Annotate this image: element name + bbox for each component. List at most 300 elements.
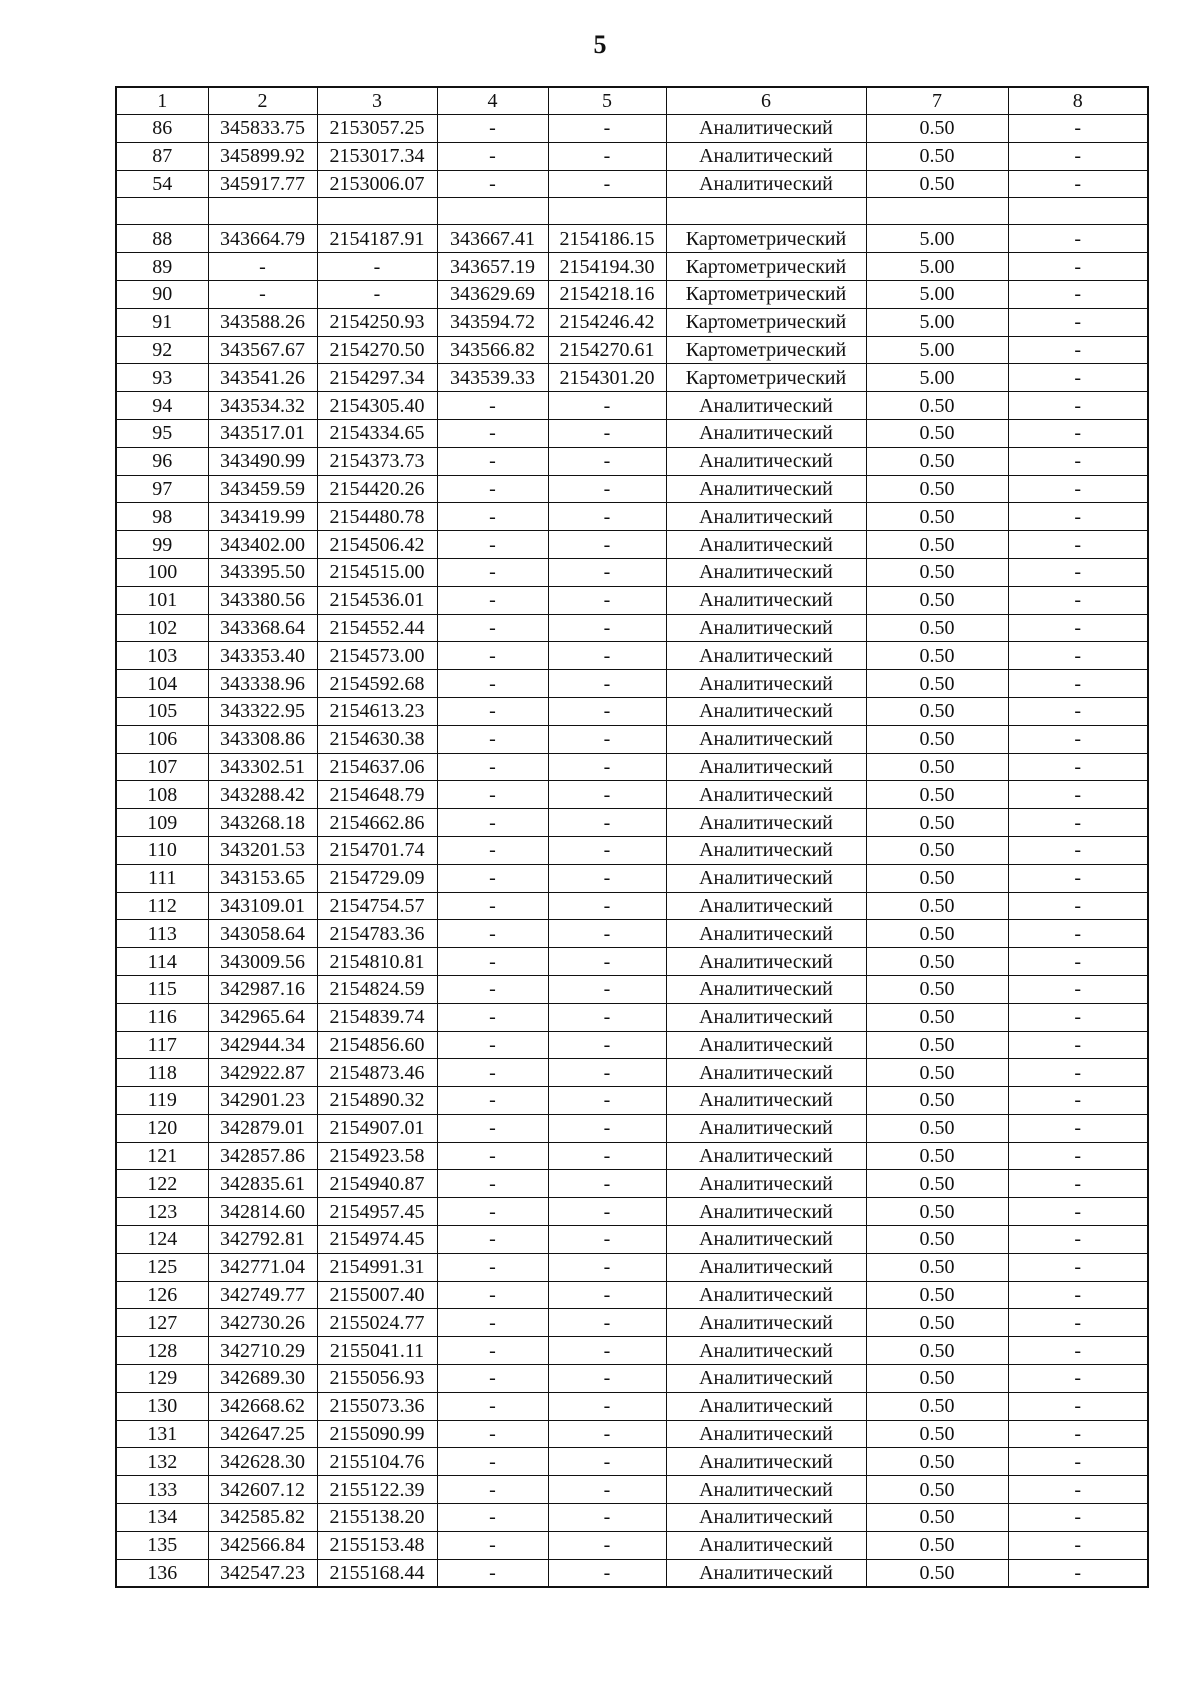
y-coordinate-cell: 2154648.79: [317, 781, 437, 809]
y-alt-coordinate-cell: -: [548, 892, 666, 920]
accuracy-cell: 0.50: [866, 503, 1008, 531]
note-cell: -: [1008, 1253, 1148, 1281]
x-coordinate-cell: 342566.84: [208, 1531, 317, 1559]
y-alt-coordinate-cell: -: [548, 1031, 666, 1059]
x-coordinate-cell: 342730.26: [208, 1309, 317, 1337]
note-cell: -: [1008, 1337, 1148, 1365]
x-alt-coordinate-cell: -: [437, 1365, 548, 1393]
method-cell: Аналитический: [666, 725, 866, 753]
x-alt-coordinate-cell: -: [437, 1309, 548, 1337]
y-coordinate-cell: 2154536.01: [317, 586, 437, 614]
note-cell: -: [1008, 809, 1148, 837]
accuracy-cell: 0.50: [866, 975, 1008, 1003]
y-coordinate-cell: 2154810.81: [317, 948, 437, 976]
accuracy-cell: 0.50: [866, 753, 1008, 781]
note-cell: -: [1008, 447, 1148, 475]
accuracy-cell: 0.50: [866, 809, 1008, 837]
y-alt-coordinate-cell: -: [548, 558, 666, 586]
point-number-cell: 123: [116, 1198, 208, 1226]
y-coordinate-cell: 2154940.87: [317, 1170, 437, 1198]
note-cell: -: [1008, 1059, 1148, 1087]
column-header: 7: [866, 87, 1008, 115]
x-coordinate-cell: 342835.61: [208, 1170, 317, 1198]
method-cell: Картометрический: [666, 253, 866, 281]
accuracy-cell: 0.50: [866, 475, 1008, 503]
y-alt-coordinate-cell: -: [548, 1504, 666, 1532]
y-coordinate-cell: 2154297.34: [317, 364, 437, 392]
accuracy-cell: 0.50: [866, 586, 1008, 614]
x-alt-coordinate-cell: -: [437, 1087, 548, 1115]
note-cell: -: [1008, 1142, 1148, 1170]
x-alt-coordinate-cell: -: [437, 1142, 548, 1170]
x-coordinate-cell: 342689.30: [208, 1365, 317, 1393]
y-alt-coordinate-cell: -: [548, 614, 666, 642]
x-coordinate-cell: 343153.65: [208, 864, 317, 892]
y-coordinate-cell: 2154187.91: [317, 225, 437, 253]
x-coordinate-cell: -: [208, 280, 317, 308]
method-cell: Аналитический: [666, 1198, 866, 1226]
accuracy-cell: 0.50: [866, 642, 1008, 670]
y-alt-coordinate-cell: -: [548, 920, 666, 948]
y-coordinate-cell: 2153057.25: [317, 115, 437, 143]
method-cell: Аналитический: [666, 1448, 866, 1476]
accuracy-cell: 0.50: [866, 1309, 1008, 1337]
y-coordinate-cell: 2154552.44: [317, 614, 437, 642]
table-row: [116, 280, 1148, 308]
y-coordinate-cell: 2154480.78: [317, 503, 437, 531]
x-coordinate-cell: 343353.40: [208, 642, 317, 670]
x-alt-coordinate-cell: -: [437, 531, 548, 559]
x-alt-coordinate-cell: -: [437, 975, 548, 1003]
x-alt-coordinate-cell: -: [437, 809, 548, 837]
point-number-cell: 103: [116, 642, 208, 670]
note-cell: -: [1008, 308, 1148, 336]
method-cell: Аналитический: [666, 1420, 866, 1448]
x-alt-coordinate-cell: -: [437, 642, 548, 670]
y-alt-coordinate-cell: -: [548, 836, 666, 864]
table-row: [116, 892, 1148, 920]
x-coordinate-cell: 342944.34: [208, 1031, 317, 1059]
table-row: [116, 170, 1148, 198]
y-coordinate-cell: 2155104.76: [317, 1448, 437, 1476]
accuracy-cell: 0.50: [866, 392, 1008, 420]
y-alt-coordinate-cell: -: [548, 1281, 666, 1309]
note-cell: -: [1008, 280, 1148, 308]
method-cell: Аналитический: [666, 1142, 866, 1170]
y-coordinate-cell: 2154957.45: [317, 1198, 437, 1226]
x-alt-coordinate-cell: -: [437, 1392, 548, 1420]
table-row: [116, 503, 1148, 531]
point-number-cell: 125: [116, 1253, 208, 1281]
y-alt-coordinate-cell: -: [548, 1392, 666, 1420]
x-coordinate-cell: 345917.77: [208, 170, 317, 198]
column-header: 4: [437, 87, 548, 115]
y-alt-coordinate-cell: -: [548, 1059, 666, 1087]
accuracy-cell: [866, 198, 1008, 225]
x-alt-coordinate-cell: -: [437, 586, 548, 614]
x-coordinate-cell: 342771.04: [208, 1253, 317, 1281]
x-alt-coordinate-cell: -: [437, 170, 548, 198]
method-cell: Аналитический: [666, 781, 866, 809]
point-number-cell: 89: [116, 253, 208, 281]
method-cell: Аналитический: [666, 864, 866, 892]
y-coordinate-cell: [317, 198, 437, 225]
x-alt-coordinate-cell: 343629.69: [437, 280, 548, 308]
point-number-cell: 92: [116, 336, 208, 364]
x-alt-coordinate-cell: -: [437, 948, 548, 976]
accuracy-cell: 0.50: [866, 948, 1008, 976]
y-alt-coordinate-cell: -: [548, 725, 666, 753]
x-alt-coordinate-cell: -: [437, 836, 548, 864]
y-alt-coordinate-cell: -: [548, 142, 666, 170]
y-coordinate-cell: 2154890.32: [317, 1087, 437, 1115]
method-cell: Аналитический: [666, 753, 866, 781]
accuracy-cell: 0.50: [866, 1031, 1008, 1059]
x-coordinate-cell: 343395.50: [208, 558, 317, 586]
y-alt-coordinate-cell: -: [548, 1337, 666, 1365]
y-alt-coordinate-cell: -: [548, 1142, 666, 1170]
method-cell: Аналитический: [666, 419, 866, 447]
y-coordinate-cell: 2154630.38: [317, 725, 437, 753]
x-alt-coordinate-cell: -: [437, 725, 548, 753]
method-cell: Аналитический: [666, 1226, 866, 1254]
x-coordinate-cell: 342965.64: [208, 1003, 317, 1031]
y-coordinate-cell: 2154839.74: [317, 1003, 437, 1031]
x-coordinate-cell: 343009.56: [208, 948, 317, 976]
point-number-cell: 129: [116, 1365, 208, 1393]
method-cell: Аналитический: [666, 115, 866, 143]
point-number-cell: 98: [116, 503, 208, 531]
y-coordinate-cell: 2155041.11: [317, 1337, 437, 1365]
point-number-cell: [116, 198, 208, 225]
y-alt-coordinate-cell: [548, 198, 666, 225]
y-coordinate-cell: 2154991.31: [317, 1253, 437, 1281]
method-cell: Аналитический: [666, 586, 866, 614]
table-row: [116, 225, 1148, 253]
table-row: [116, 1365, 1148, 1393]
accuracy-cell: 0.50: [866, 1420, 1008, 1448]
y-coordinate-cell: 2155090.99: [317, 1420, 437, 1448]
point-number-cell: 116: [116, 1003, 208, 1031]
table-row: [116, 1114, 1148, 1142]
y-coordinate-cell: 2155073.36: [317, 1392, 437, 1420]
note-cell: -: [1008, 836, 1148, 864]
accuracy-cell: 0.50: [866, 115, 1008, 143]
table-row: [116, 198, 1148, 225]
y-coordinate-cell: 2154420.26: [317, 475, 437, 503]
accuracy-cell: 0.50: [866, 1476, 1008, 1504]
y-coordinate-cell: 2155056.93: [317, 1365, 437, 1393]
accuracy-cell: 0.50: [866, 920, 1008, 948]
table-row: [116, 1531, 1148, 1559]
y-alt-coordinate-cell: -: [548, 475, 666, 503]
x-alt-coordinate-cell: -: [437, 1253, 548, 1281]
x-coordinate-cell: 343534.32: [208, 392, 317, 420]
table-row: [116, 1476, 1148, 1504]
x-coordinate-cell: 343588.26: [208, 308, 317, 336]
y-coordinate-cell: -: [317, 253, 437, 281]
x-coordinate-cell: 342547.23: [208, 1559, 317, 1587]
method-cell: Аналитический: [666, 1559, 866, 1587]
y-coordinate-cell: 2154783.36: [317, 920, 437, 948]
x-alt-coordinate-cell: -: [437, 1114, 548, 1142]
method-cell: Аналитический: [666, 475, 866, 503]
x-alt-coordinate-cell: -: [437, 1198, 548, 1226]
x-coordinate-cell: 343490.99: [208, 447, 317, 475]
y-coordinate-cell: 2154701.74: [317, 836, 437, 864]
y-coordinate-cell: 2154515.00: [317, 558, 437, 586]
note-cell: -: [1008, 1087, 1148, 1115]
table-header-row: [116, 87, 1148, 115]
y-coordinate-cell: 2154873.46: [317, 1059, 437, 1087]
accuracy-cell: 0.50: [866, 781, 1008, 809]
accuracy-cell: 0.50: [866, 892, 1008, 920]
x-coordinate-cell: 342710.29: [208, 1337, 317, 1365]
x-alt-coordinate-cell: -: [437, 1476, 548, 1504]
table-row: [116, 142, 1148, 170]
x-coordinate-cell: 343109.01: [208, 892, 317, 920]
note-cell: -: [1008, 975, 1148, 1003]
x-coordinate-cell: 342857.86: [208, 1142, 317, 1170]
column-header: 3: [317, 87, 437, 115]
page-number: 5: [593, 30, 607, 59]
point-number-cell: 119: [116, 1087, 208, 1115]
note-cell: -: [1008, 1114, 1148, 1142]
table-row: [116, 697, 1148, 725]
y-coordinate-cell: 2155007.40: [317, 1281, 437, 1309]
y-alt-coordinate-cell: 2154194.30: [548, 253, 666, 281]
y-coordinate-cell: 2154923.58: [317, 1142, 437, 1170]
table-row: [116, 920, 1148, 948]
y-coordinate-cell: 2154334.65: [317, 419, 437, 447]
point-number-cell: 91: [116, 308, 208, 336]
point-number-cell: 136: [116, 1559, 208, 1587]
point-number-cell: 90: [116, 280, 208, 308]
point-number-cell: 87: [116, 142, 208, 170]
table-row: [116, 642, 1148, 670]
y-coordinate-cell: 2153006.07: [317, 170, 437, 198]
y-alt-coordinate-cell: -: [548, 781, 666, 809]
y-coordinate-cell: 2154506.42: [317, 531, 437, 559]
point-number-cell: 105: [116, 697, 208, 725]
point-number-cell: 108: [116, 781, 208, 809]
note-cell: -: [1008, 1003, 1148, 1031]
point-number-cell: 112: [116, 892, 208, 920]
method-cell: Аналитический: [666, 1365, 866, 1393]
point-number-cell: 130: [116, 1392, 208, 1420]
table-row: [116, 392, 1148, 420]
accuracy-cell: 0.50: [866, 1365, 1008, 1393]
y-alt-coordinate-cell: -: [548, 447, 666, 475]
note-cell: -: [1008, 1170, 1148, 1198]
accuracy-cell: 0.50: [866, 1448, 1008, 1476]
note-cell: -: [1008, 142, 1148, 170]
note-cell: [1008, 198, 1148, 225]
note-cell: -: [1008, 558, 1148, 586]
table-row: [116, 1504, 1148, 1532]
note-cell: -: [1008, 531, 1148, 559]
x-alt-coordinate-cell: -: [437, 697, 548, 725]
x-alt-coordinate-cell: 343566.82: [437, 336, 548, 364]
accuracy-cell: 0.50: [866, 1198, 1008, 1226]
point-number-cell: 99: [116, 531, 208, 559]
accuracy-cell: 0.50: [866, 614, 1008, 642]
accuracy-cell: 0.50: [866, 419, 1008, 447]
method-cell: Аналитический: [666, 503, 866, 531]
note-cell: -: [1008, 948, 1148, 976]
x-alt-coordinate-cell: 343594.72: [437, 308, 548, 336]
y-coordinate-cell: 2154637.06: [317, 753, 437, 781]
note-cell: -: [1008, 642, 1148, 670]
x-alt-coordinate-cell: -: [437, 1531, 548, 1559]
method-cell: Аналитический: [666, 1003, 866, 1031]
accuracy-cell: 5.00: [866, 225, 1008, 253]
x-alt-coordinate-cell: -: [437, 1559, 548, 1587]
x-alt-coordinate-cell: [437, 198, 548, 225]
y-coordinate-cell: 2154305.40: [317, 392, 437, 420]
table-row: [116, 1031, 1148, 1059]
point-number-cell: 109: [116, 809, 208, 837]
point-number-cell: 110: [116, 836, 208, 864]
accuracy-cell: 0.50: [866, 1226, 1008, 1254]
x-coordinate-cell: [208, 198, 317, 225]
point-number-cell: 121: [116, 1142, 208, 1170]
note-cell: -: [1008, 1531, 1148, 1559]
method-cell: Аналитический: [666, 1170, 866, 1198]
accuracy-cell: 0.50: [866, 670, 1008, 698]
accuracy-cell: 0.50: [866, 1392, 1008, 1420]
table-row: [116, 809, 1148, 837]
y-coordinate-cell: 2154974.45: [317, 1226, 437, 1254]
accuracy-cell: 0.50: [866, 864, 1008, 892]
x-coordinate-cell: 343288.42: [208, 781, 317, 809]
x-alt-coordinate-cell: -: [437, 392, 548, 420]
note-cell: -: [1008, 115, 1148, 143]
table-row: [116, 1253, 1148, 1281]
table-row: [116, 1003, 1148, 1031]
method-cell: Картометрический: [666, 336, 866, 364]
x-coordinate-cell: 343567.67: [208, 336, 317, 364]
x-alt-coordinate-cell: -: [437, 892, 548, 920]
table-row: [116, 558, 1148, 586]
accuracy-cell: 0.50: [866, 1142, 1008, 1170]
note-cell: -: [1008, 170, 1148, 198]
y-alt-coordinate-cell: -: [548, 1170, 666, 1198]
accuracy-cell: 0.50: [866, 1170, 1008, 1198]
method-cell: Аналитический: [666, 392, 866, 420]
note-cell: -: [1008, 225, 1148, 253]
x-alt-coordinate-cell: -: [437, 115, 548, 143]
point-number-cell: 117: [116, 1031, 208, 1059]
x-coordinate-cell: 343338.96: [208, 670, 317, 698]
x-coordinate-cell: 342792.81: [208, 1226, 317, 1254]
accuracy-cell: 0.50: [866, 1504, 1008, 1532]
accuracy-cell: 5.00: [866, 253, 1008, 281]
method-cell: Аналитический: [666, 1253, 866, 1281]
y-alt-coordinate-cell: 2154218.16: [548, 280, 666, 308]
y-coordinate-cell: 2154270.50: [317, 336, 437, 364]
y-coordinate-cell: 2154250.93: [317, 308, 437, 336]
accuracy-cell: 0.50: [866, 1281, 1008, 1309]
x-alt-coordinate-cell: -: [437, 142, 548, 170]
table-row: [116, 1198, 1148, 1226]
accuracy-cell: 0.50: [866, 1253, 1008, 1281]
note-cell: -: [1008, 364, 1148, 392]
point-number-cell: 86: [116, 115, 208, 143]
accuracy-cell: 0.50: [866, 1531, 1008, 1559]
method-cell: Аналитический: [666, 1031, 866, 1059]
x-coordinate-cell: 342628.30: [208, 1448, 317, 1476]
method-cell: Аналитический: [666, 836, 866, 864]
table-row: [116, 447, 1148, 475]
y-coordinate-cell: 2155168.44: [317, 1559, 437, 1587]
y-coordinate-cell: -: [317, 280, 437, 308]
y-alt-coordinate-cell: -: [548, 1114, 666, 1142]
method-cell: Картометрический: [666, 225, 866, 253]
method-cell: Аналитический: [666, 1392, 866, 1420]
accuracy-cell: 0.50: [866, 531, 1008, 559]
point-number-cell: 135: [116, 1531, 208, 1559]
accuracy-cell: 0.50: [866, 447, 1008, 475]
table-row: [116, 475, 1148, 503]
note-cell: -: [1008, 1420, 1148, 1448]
point-number-cell: 134: [116, 1504, 208, 1532]
method-cell: Картометрический: [666, 280, 866, 308]
y-alt-coordinate-cell: -: [548, 670, 666, 698]
accuracy-cell: 0.50: [866, 142, 1008, 170]
point-number-cell: 132: [116, 1448, 208, 1476]
y-alt-coordinate-cell: -: [548, 531, 666, 559]
note-cell: -: [1008, 697, 1148, 725]
accuracy-cell: 0.50: [866, 1559, 1008, 1587]
method-cell: Аналитический: [666, 975, 866, 1003]
x-alt-coordinate-cell: -: [437, 1170, 548, 1198]
point-number-cell: 115: [116, 975, 208, 1003]
table-row: [116, 336, 1148, 364]
method-cell: Аналитический: [666, 1309, 866, 1337]
x-alt-coordinate-cell: -: [437, 920, 548, 948]
x-coordinate-cell: 343459.59: [208, 475, 317, 503]
table-row: [116, 781, 1148, 809]
y-coordinate-cell: 2154613.23: [317, 697, 437, 725]
method-cell: [666, 198, 866, 225]
note-cell: -: [1008, 753, 1148, 781]
x-coordinate-cell: 342749.77: [208, 1281, 317, 1309]
table-row: [116, 1448, 1148, 1476]
y-coordinate-cell: 2155122.39: [317, 1476, 437, 1504]
column-header: 1: [116, 87, 208, 115]
method-cell: Аналитический: [666, 142, 866, 170]
x-coordinate-cell: 342922.87: [208, 1059, 317, 1087]
table-row: [116, 253, 1148, 281]
accuracy-cell: 5.00: [866, 336, 1008, 364]
x-alt-coordinate-cell: -: [437, 1448, 548, 1476]
y-alt-coordinate-cell: -: [548, 642, 666, 670]
point-number-cell: 114: [116, 948, 208, 976]
point-number-cell: 118: [116, 1059, 208, 1087]
method-cell: Картометрический: [666, 364, 866, 392]
y-alt-coordinate-cell: -: [548, 1559, 666, 1587]
note-cell: -: [1008, 253, 1148, 281]
table-row: [116, 864, 1148, 892]
column-header: 2: [208, 87, 317, 115]
x-coordinate-cell: 343541.26: [208, 364, 317, 392]
table-row: [116, 364, 1148, 392]
note-cell: -: [1008, 1226, 1148, 1254]
y-coordinate-cell: 2153017.34: [317, 142, 437, 170]
note-cell: -: [1008, 392, 1148, 420]
note-cell: -: [1008, 1365, 1148, 1393]
